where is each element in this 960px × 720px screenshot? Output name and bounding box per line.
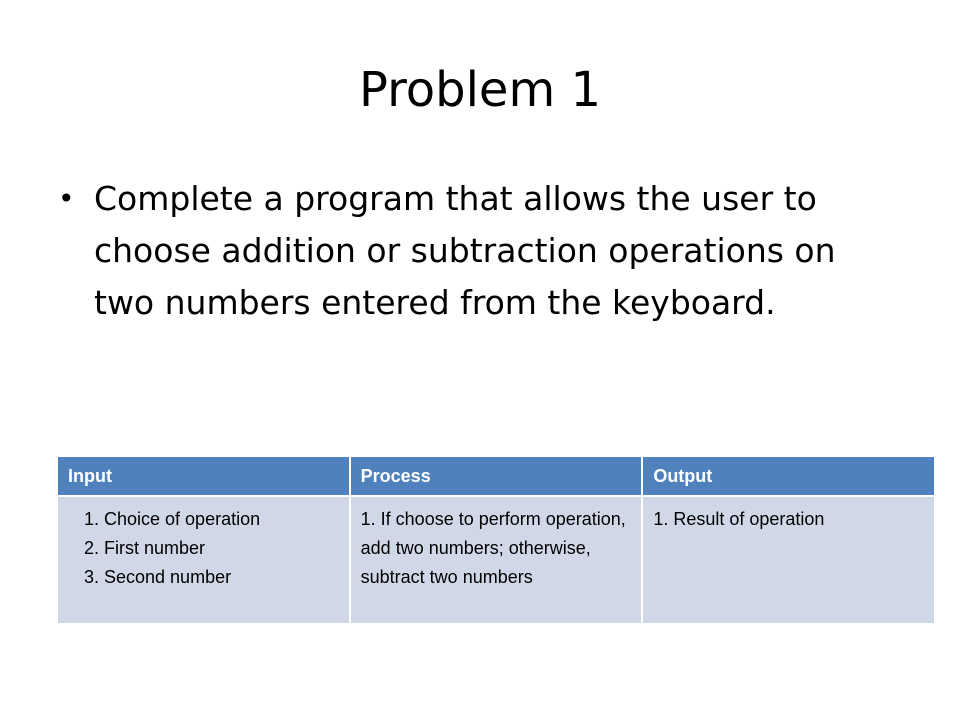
bullet-text: Complete a program that allows the user to choose addition or subtraction operations on two numbers entered from the keyboard. [94,179,836,322]
input-item: 3. Second number [104,563,339,592]
output-cell: 1. Result of operation [642,496,935,624]
header-output: Output [642,456,935,496]
bullet-item [56,173,906,329]
bullet-dot-icon: • [58,182,75,215]
bullet-list [56,173,906,329]
input-list [68,505,339,592]
input-item: 2. First number [104,534,339,563]
table-row [57,496,935,624]
input-item: 1. Choice of operation [104,505,339,534]
ipo-table [56,455,936,625]
slide-title: Problem 1 [358,62,602,118]
table-header-row [57,456,935,496]
input-cell [57,496,350,624]
header-input: Input [57,456,350,496]
process-cell: 1. If choose to perform operation, add two numbers; otherwise, subtract two numbers [350,496,643,624]
header-process: Process [350,456,643,496]
